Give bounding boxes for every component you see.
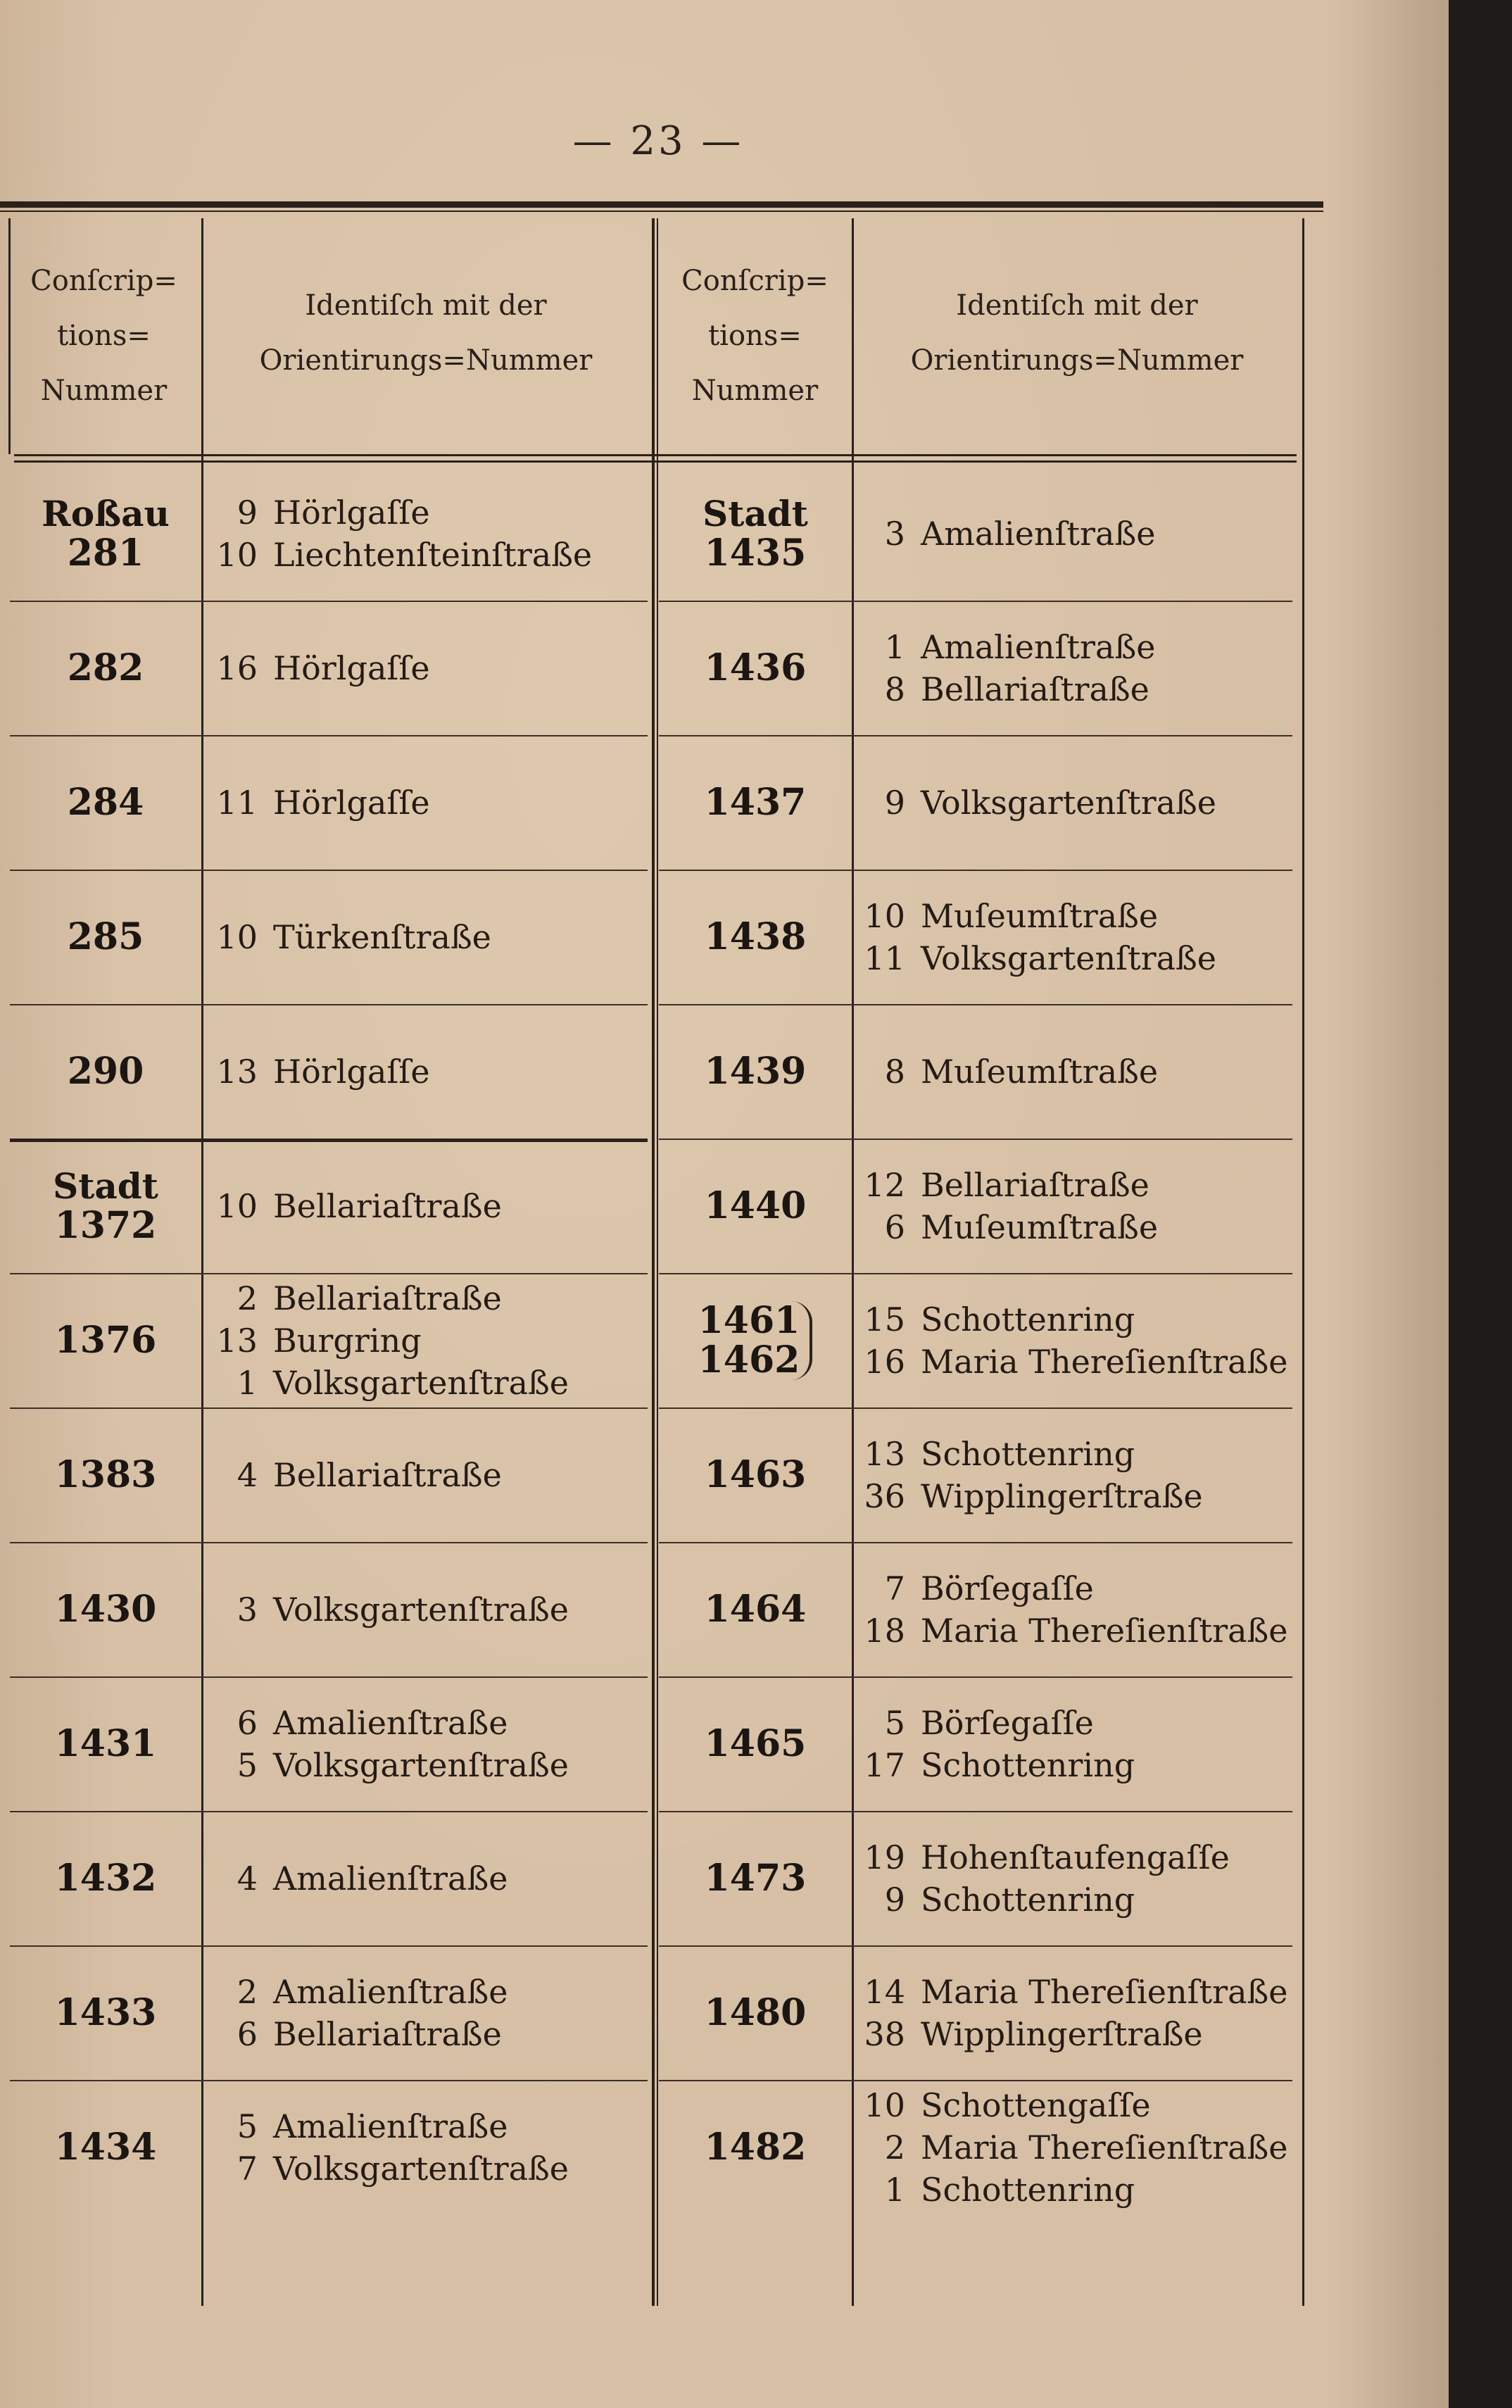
conscription-number xyxy=(659,1273,852,1407)
conscription-number xyxy=(10,1945,201,2080)
entry-line xyxy=(208,2013,648,2055)
number-group xyxy=(705,648,807,688)
number-group xyxy=(53,1167,158,1246)
number-value: 281 xyxy=(67,531,144,575)
orientation-number: 2 xyxy=(237,1972,258,2011)
header-line: Nummer xyxy=(691,375,819,407)
number-value: 1464 xyxy=(704,1587,807,1631)
entry-line xyxy=(856,2169,1299,2211)
number-value: 1463 xyxy=(704,1453,807,1496)
orientation-number: 11 xyxy=(216,783,258,822)
street-name: Muſeumſtraße xyxy=(921,1052,1159,1091)
entry-line xyxy=(856,1971,1299,2013)
header-line: tions= xyxy=(708,320,802,352)
orientation-entries xyxy=(856,466,1299,601)
entry-line xyxy=(856,1051,1299,1093)
street-name: Maria Thereſienſtraße xyxy=(921,1342,1288,1381)
orientation-entries xyxy=(856,2080,1299,2214)
orientation-entries xyxy=(856,1676,1299,1811)
entry-line xyxy=(856,1206,1299,1248)
street-name: Hohenſtaufengaſſe xyxy=(921,1838,1230,1876)
street-name: Volksgartenſtraße xyxy=(273,1745,569,1784)
orientation-number: 10 xyxy=(864,2086,905,2124)
number-value: 1482 xyxy=(704,2125,807,2169)
entry-line xyxy=(208,1319,648,1362)
entry-line xyxy=(856,1341,1299,1383)
street-name: Bellariaſtraße xyxy=(921,1165,1149,1204)
orientation-number: 10 xyxy=(216,535,258,574)
orientation-entries xyxy=(856,1945,1299,2080)
orientation-number: 18 xyxy=(864,1611,905,1650)
number-group xyxy=(705,1455,807,1495)
entry-line xyxy=(208,534,648,576)
entry-line xyxy=(856,626,1299,668)
number-value: 1432 xyxy=(54,1856,157,1900)
street-name: Volksgartenſtraße xyxy=(921,939,1216,977)
orientation-number: 13 xyxy=(864,1434,905,1473)
orientation-number: 5 xyxy=(237,2107,258,2145)
orientation-entries xyxy=(208,1004,648,1139)
district-name: Stadt xyxy=(703,492,808,534)
street-name: Hörlgaſſe xyxy=(273,783,430,822)
entry-line xyxy=(856,1298,1299,1341)
number-group xyxy=(67,780,144,824)
conscription-number xyxy=(10,1676,201,1811)
orientation-entries xyxy=(856,735,1299,870)
street-name: Hörlgaſſe xyxy=(273,1052,430,1091)
header-line: Identiſch mit der xyxy=(305,289,547,322)
number-group xyxy=(698,1298,813,1381)
street-name: Volksgartenſtraße xyxy=(273,2149,569,2188)
street-name: Schottenring xyxy=(921,1434,1135,1473)
number-group xyxy=(704,1049,807,1093)
conscription-number xyxy=(659,1407,852,1542)
street-name: Volksgartenſtraße xyxy=(273,1590,569,1629)
orientation-entries xyxy=(208,601,648,735)
entry-line xyxy=(856,668,1299,710)
header-line: Conſcrip= xyxy=(30,265,177,297)
entry-line xyxy=(208,1362,648,1404)
entry-line xyxy=(856,1164,1299,1206)
column-divider xyxy=(201,218,203,2306)
header-line: Nummer xyxy=(40,375,168,407)
street-name: Hörlgaſſe xyxy=(273,493,430,532)
street-name: Amalienſtraße xyxy=(273,1859,508,1898)
conscription-number xyxy=(659,1676,852,1811)
number-value: 1430 xyxy=(54,1587,157,1631)
orientation-number: 9 xyxy=(884,1880,905,1919)
orientation-number: 10 xyxy=(216,1186,258,1225)
orientation-entries xyxy=(208,1139,648,1273)
street-name: Amalienſtraße xyxy=(921,627,1156,666)
street-name: Muſeumſtraße xyxy=(921,1208,1159,1246)
orientation-number: 10 xyxy=(864,896,905,935)
number-group xyxy=(68,648,144,688)
header-rule xyxy=(14,454,1297,456)
street-name: Schottengaſſe xyxy=(921,2086,1151,2124)
entry-line xyxy=(208,1702,648,1744)
district-name: Stadt xyxy=(53,1165,158,1207)
conscription-number xyxy=(10,1004,201,1139)
orientation-number: 17 xyxy=(864,1745,905,1784)
orientation-number: 13 xyxy=(216,1321,258,1360)
number-group xyxy=(54,1856,157,1900)
street-name: Hörlgaſſe xyxy=(273,648,430,687)
street-name: Amalienſtraße xyxy=(273,1703,508,1742)
entry-line xyxy=(208,1454,648,1496)
column-divider xyxy=(852,218,854,2306)
orientation-entries xyxy=(856,1407,1299,1542)
orientation-entries xyxy=(208,2080,648,2214)
street-name: Bellariaſtraße xyxy=(273,2014,502,2053)
entry-line xyxy=(856,2126,1299,2169)
header-left-number xyxy=(7,253,201,418)
number-value: 1383 xyxy=(54,1453,157,1496)
street-name: Maria Thereſienſtraße xyxy=(921,1972,1288,2011)
orientation-number: 6 xyxy=(884,1208,905,1246)
number-group xyxy=(703,494,808,573)
header-line: tions= xyxy=(57,320,151,352)
orientation-entries xyxy=(208,1811,648,1945)
entry-line xyxy=(208,491,648,534)
entry-line xyxy=(208,1185,648,1227)
conscription-number xyxy=(659,466,852,601)
number-value: 1440 xyxy=(704,1184,807,1227)
number-group xyxy=(704,2125,807,2169)
header-rule xyxy=(14,460,1297,463)
orientation-number: 10 xyxy=(216,917,258,956)
orientation-entries xyxy=(856,1273,1299,1407)
entry-line xyxy=(856,895,1299,937)
street-name: Volksgartenſtraße xyxy=(273,1363,569,1402)
entry-line xyxy=(856,1610,1299,1652)
number-value: 1480 xyxy=(704,1990,807,2034)
orientation-number: 16 xyxy=(864,1342,905,1381)
number-value: 290 xyxy=(67,1049,144,1093)
entry-line xyxy=(208,1744,648,1786)
orientation-entries xyxy=(208,735,648,870)
orientation-number: 9 xyxy=(884,783,905,822)
conscription-number xyxy=(10,2080,201,2214)
orientation-number: 14 xyxy=(864,1972,905,2011)
conscription-number xyxy=(659,2080,852,2214)
entry-line xyxy=(208,2147,648,2190)
number-group xyxy=(54,1587,157,1631)
orientation-number: 2 xyxy=(237,1279,258,1317)
number-group xyxy=(54,1318,157,1362)
street-name: Maria Thereſienſtraße xyxy=(921,2128,1288,2166)
orientation-number: 19 xyxy=(864,1838,905,1876)
conscription-number xyxy=(659,1542,852,1676)
street-name: Schottenring xyxy=(921,1300,1135,1338)
entry-line xyxy=(856,2013,1299,2055)
conscription-number xyxy=(10,601,201,735)
street-name: Schottenring xyxy=(921,1880,1135,1919)
street-name: Börſegaſſe xyxy=(921,1569,1094,1607)
number-group xyxy=(54,1990,157,2034)
entry-line xyxy=(856,782,1299,824)
orientation-entries xyxy=(856,1004,1299,1139)
entry-line xyxy=(856,2084,1299,2126)
orientation-number: 38 xyxy=(864,2014,905,2053)
street-name: Wipplingerſtraße xyxy=(921,1476,1203,1515)
conscription-number xyxy=(659,870,852,1004)
number-group xyxy=(705,1724,807,1764)
number-group xyxy=(42,494,170,573)
orientation-number: 7 xyxy=(884,1569,905,1607)
street-name: Türkenſtraße xyxy=(273,917,491,956)
orientation-entries xyxy=(208,1407,648,1542)
header-line: Conſcrip= xyxy=(681,265,829,297)
header-line: Orientirungs=Nummer xyxy=(910,344,1244,377)
orientation-entries xyxy=(208,1676,648,1811)
street-name: Schottenring xyxy=(921,2170,1135,2209)
entry-line xyxy=(856,1567,1299,1610)
street-name: Bellariaſtraße xyxy=(273,1186,502,1225)
number-value: 1433 xyxy=(54,1990,157,2034)
street-name: Amalienſtraße xyxy=(921,514,1156,553)
conscription-number xyxy=(659,1004,852,1139)
orientation-number: 3 xyxy=(884,514,905,553)
street-name: Schottenring xyxy=(921,1745,1135,1784)
orientation-entries xyxy=(208,870,648,1004)
conscription-number xyxy=(10,1542,201,1676)
entry-line xyxy=(208,782,648,824)
number-value: 1376 xyxy=(54,1318,157,1362)
street-name: Maria Thereſienſtraße xyxy=(921,1611,1288,1650)
entry-line xyxy=(856,937,1299,979)
orientation-number: 12 xyxy=(864,1165,905,1204)
number-group xyxy=(55,1455,157,1495)
number-value: 284 xyxy=(67,780,144,824)
orientation-entries xyxy=(856,601,1299,735)
entry-line xyxy=(856,1879,1299,1921)
number-value: 1461 xyxy=(698,1298,800,1342)
orientation-entries xyxy=(208,1273,648,1407)
orientation-entries xyxy=(856,1542,1299,1676)
top-rule-thin xyxy=(0,211,1323,212)
number-group xyxy=(54,2125,157,2169)
conscription-number xyxy=(10,1139,201,1273)
entry-line xyxy=(208,1857,648,1900)
conscription-number xyxy=(10,466,201,601)
number-group xyxy=(705,917,807,957)
orientation-number: 5 xyxy=(884,1703,905,1742)
entry-line xyxy=(856,513,1299,555)
entry-line xyxy=(856,1836,1299,1879)
number-value: 1435 xyxy=(704,531,807,575)
orientation-number: 4 xyxy=(237,1859,258,1898)
column-divider xyxy=(8,218,11,454)
number-group xyxy=(704,780,807,824)
entry-line xyxy=(208,1051,648,1093)
conscription-number xyxy=(659,1945,852,2080)
number-group xyxy=(67,1049,144,1093)
orientation-number: 11 xyxy=(864,939,905,977)
orientation-number: 1 xyxy=(237,1363,258,1402)
number-value: 1431 xyxy=(54,1722,157,1765)
conscription-number xyxy=(659,1139,852,1273)
number-value: 1437 xyxy=(704,780,807,824)
orientation-number: 36 xyxy=(864,1476,905,1515)
conscription-number xyxy=(659,1811,852,1945)
street-name: Bellariaſtraße xyxy=(921,670,1149,708)
conscription-number xyxy=(659,601,852,735)
header-line: Orientirungs=Nummer xyxy=(259,344,593,377)
header-line: Identiſch mit der xyxy=(956,289,1198,322)
street-name: Volksgartenſtraße xyxy=(921,783,1216,822)
number-group xyxy=(704,1990,807,2034)
orientation-entries xyxy=(856,1139,1299,1273)
entry-line xyxy=(208,647,648,689)
entry-line xyxy=(856,1744,1299,1786)
entry-line xyxy=(856,1702,1299,1744)
number-value: 285 xyxy=(67,915,144,958)
number-value: 282 xyxy=(67,646,144,689)
orientation-entries xyxy=(208,1542,648,1676)
number-group xyxy=(705,1186,807,1226)
page-number: — 23 — xyxy=(572,118,744,164)
street-name: Börſegaſſe xyxy=(921,1703,1094,1742)
column-divider xyxy=(657,218,658,2306)
orientation-number: 4 xyxy=(237,1455,258,1494)
orientation-number: 13 xyxy=(216,1052,258,1091)
orientation-number: 15 xyxy=(864,1300,905,1338)
header-right-identity xyxy=(855,278,1299,388)
conscription-number xyxy=(659,735,852,870)
orientation-number: 2 xyxy=(884,2128,905,2166)
number-group xyxy=(704,1856,807,1900)
orientation-number: 1 xyxy=(884,2170,905,2209)
orientation-number: 8 xyxy=(884,1052,905,1091)
number-value: 1439 xyxy=(704,1049,807,1093)
orientation-number: 8 xyxy=(884,670,905,708)
conscription-number xyxy=(10,1273,201,1407)
orientation-number: 6 xyxy=(237,1703,258,1742)
orientation-number: 3 xyxy=(237,1590,258,1629)
orientation-number: 6 xyxy=(237,2014,258,2053)
street-name: Bellariaſtraße xyxy=(273,1279,502,1317)
number-group xyxy=(704,1587,807,1631)
orientation-entries xyxy=(208,1945,648,2080)
number-value: 1465 xyxy=(704,1722,807,1765)
conscription-number xyxy=(10,735,201,870)
entry-line xyxy=(208,1588,648,1631)
number-value: 1372 xyxy=(54,1203,157,1247)
street-name: Muſeumſtraße xyxy=(921,896,1159,935)
street-name: Liechtenſteinſtraße xyxy=(273,535,593,574)
orientation-number: 1 xyxy=(884,627,905,666)
conscription-number xyxy=(10,1407,201,1542)
entry-line xyxy=(208,1971,648,2013)
number-value: 1462 xyxy=(698,1338,800,1381)
number-value: 1436 xyxy=(704,646,807,689)
entry-line xyxy=(208,916,648,958)
orientation-entries xyxy=(208,466,648,601)
street-name: Burgring xyxy=(273,1321,422,1360)
entry-line xyxy=(208,1277,648,1319)
entry-line xyxy=(208,2105,648,2147)
orientation-entries xyxy=(856,870,1299,1004)
orientation-entries xyxy=(856,1811,1299,1945)
entry-line xyxy=(856,1433,1299,1475)
entry-line xyxy=(856,1475,1299,1517)
street-name: Amalienſtraße xyxy=(273,2107,508,2145)
number-value: 1473 xyxy=(704,1856,807,1900)
column-divider xyxy=(652,218,655,2306)
street-name: Bellariaſtraße xyxy=(273,1455,502,1494)
header-left-identity xyxy=(204,278,648,388)
orientation-number: 16 xyxy=(216,648,258,687)
number-group xyxy=(55,1724,157,1764)
street-name: Amalienſtraße xyxy=(273,1972,508,2011)
conscription-number xyxy=(10,870,201,1004)
orientation-number: 5 xyxy=(237,1745,258,1784)
number-value: 1438 xyxy=(704,915,807,958)
number-value: 1434 xyxy=(54,2125,157,2169)
conscription-number xyxy=(10,1811,201,1945)
column-divider xyxy=(1302,218,1304,2306)
header-right-number xyxy=(658,253,852,418)
orientation-number: 7 xyxy=(237,2149,258,2188)
district-name: Roßau xyxy=(42,492,170,534)
street-name: Wipplingerſtraße xyxy=(921,2014,1203,2053)
number-group xyxy=(68,917,144,957)
top-rule xyxy=(0,201,1323,208)
orientation-number: 9 xyxy=(237,493,258,532)
